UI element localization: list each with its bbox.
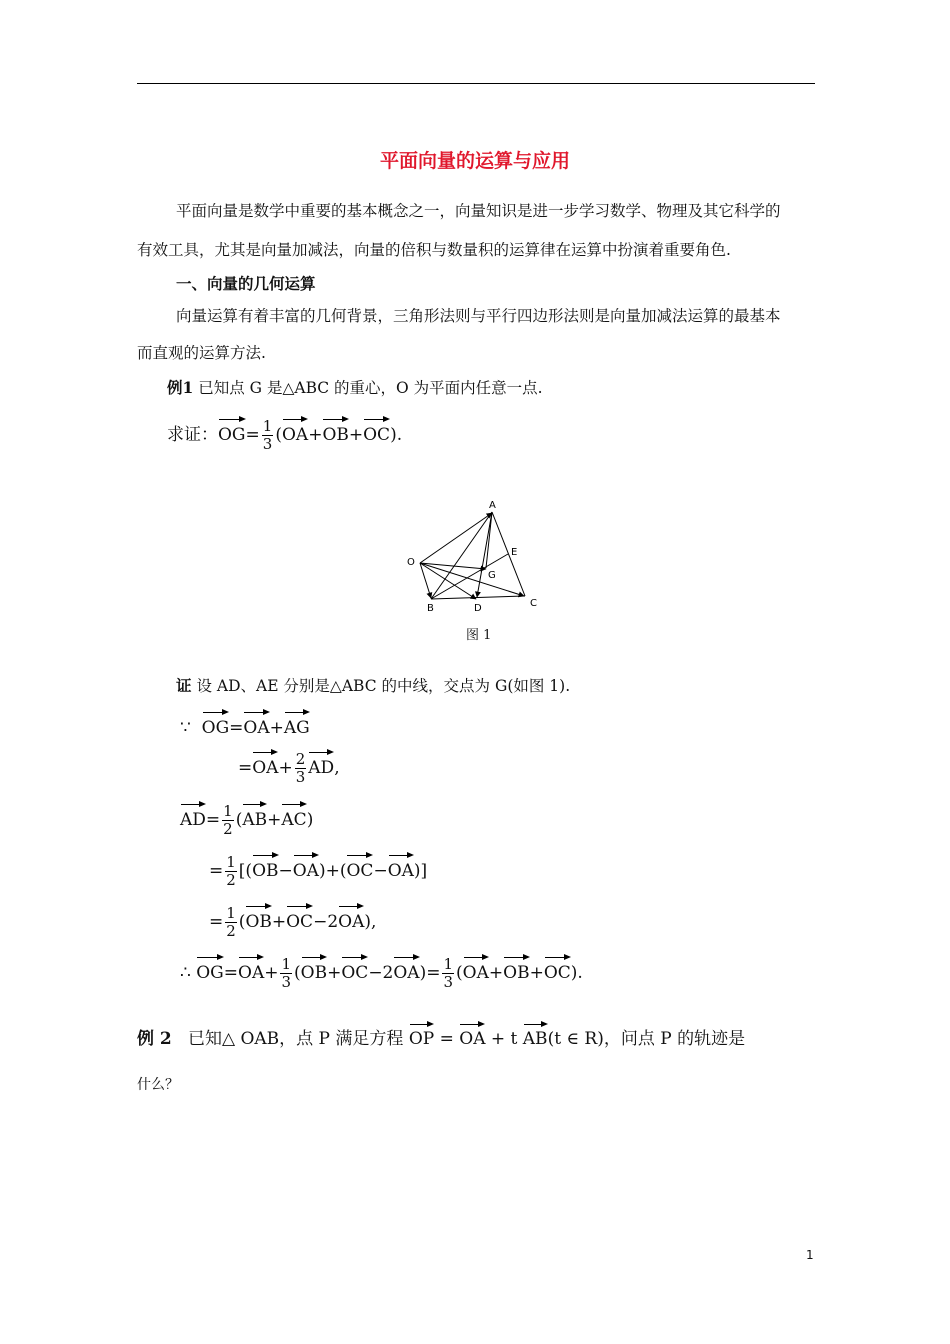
minus-sign: − [373, 861, 388, 881]
point-label-b: B [427, 603, 434, 614]
point-label-g: G [488, 570, 496, 581]
plus-sign: + [529, 963, 544, 983]
example1-label: 例1 [167, 378, 194, 397]
vector-ob: OB [245, 902, 271, 933]
intro-line-2: 有效工具，尤其是向量加减法，向量的倍积与数量积的运算律在运算中扮演着重要角色. [137, 241, 731, 259]
fraction-one-half [225, 854, 237, 889]
vector-oa: OA [338, 902, 364, 933]
paren: ( [456, 963, 463, 983]
vector-oa: OA [293, 851, 319, 882]
denominator: 3 [262, 435, 273, 453]
intro-line-1: 平面向量是数学中重要的基本概念之一，向量知识是进一步学习数学、物理及其它科学的 [176, 202, 781, 220]
denominator: 2 [226, 922, 236, 940]
paren: ) [419, 963, 427, 983]
section-line-2: 而直观的运算方法. [137, 344, 266, 362]
plus-sign: + [308, 425, 323, 445]
fraction-one-third [442, 956, 454, 991]
minus-two: −2 [368, 963, 394, 983]
plus-sign: + [264, 963, 279, 983]
point-label-a: A [489, 500, 496, 511]
fraction-one-half [225, 905, 237, 940]
equals-sign: = [238, 758, 253, 778]
figure-lines [420, 512, 525, 599]
proof-line-3 [180, 800, 313, 838]
bracket: )] [413, 861, 428, 881]
vector-ac: AC [281, 800, 306, 831]
plus-sign: + [271, 912, 287, 932]
paren: ). [570, 963, 583, 983]
vector-oa: OA [388, 851, 414, 882]
plus-t: + t [490, 1029, 518, 1049]
vector-oa: OA [459, 1020, 485, 1049]
example2-tail: 什么？ [137, 1077, 179, 1093]
vector-oc: OC [286, 902, 313, 933]
vector-og: OG [196, 953, 224, 984]
example1-text: 已知点 G 是△ABC 的重心，O 为平面内任意一点. [198, 379, 543, 397]
figure-caption: 图 1 [466, 628, 492, 643]
denominator: 2 [226, 871, 236, 889]
bracket: [( [238, 861, 253, 881]
vector-ob: OB [503, 953, 529, 984]
vector-oc: OC [341, 953, 368, 984]
numerator: 1 [226, 904, 236, 922]
prove-formula [167, 415, 402, 453]
numerator: 1 [443, 955, 454, 973]
fraction-one-half [222, 803, 234, 838]
paren: ( [238, 912, 246, 932]
equals-sign: = [245, 425, 260, 445]
paren: ( [275, 425, 282, 445]
numerator: 1 [262, 417, 273, 435]
proof-text: 设 AD、AE 分别是△ABC 的中线，交点为 G(如图 1). [196, 677, 571, 695]
equals-sign: = [426, 963, 441, 983]
vector-og: OG [218, 415, 246, 446]
numerator: 1 [226, 853, 236, 871]
denominator: 3 [443, 973, 454, 991]
therefore-symbol: ∴ [180, 963, 191, 983]
example2-question: (t ∈ R)，问点 P 的轨迹是 [547, 1029, 746, 1049]
vector-og: OG [202, 708, 230, 739]
vector-ob: OB [301, 953, 327, 984]
proof-line-2 [238, 748, 340, 786]
equals-sign: = [209, 861, 224, 881]
minus-sign: − [278, 861, 293, 881]
vector-oc: OC [346, 851, 373, 882]
paren: ( [294, 963, 301, 983]
point-label-o: O [407, 557, 415, 568]
equals-sign: = [205, 810, 221, 830]
numerator: 1 [281, 955, 292, 973]
vector-oa: OA [393, 953, 419, 984]
example2-label: 例 2 [137, 1029, 172, 1049]
example2-statement [137, 1020, 745, 1049]
plus-sign: + [267, 810, 282, 830]
equals-sign: = [439, 1029, 454, 1049]
page-title: 平面向量的运算与应用 [379, 150, 570, 172]
paren: ) [306, 810, 314, 830]
vector-ab: AB [523, 1020, 548, 1049]
proof-label: 证 [176, 676, 192, 695]
vector-ad: AD [308, 748, 334, 779]
paren: ( [235, 810, 243, 830]
example2-text: 已知△ OAB，点 P 满足方程 [187, 1029, 404, 1049]
plus-sign: + [488, 963, 504, 983]
proof-line-1 [180, 708, 310, 739]
vector-op: OP [409, 1020, 434, 1049]
numerator: 2 [295, 750, 306, 768]
equals-sign: = [223, 963, 239, 983]
point-label-d: D [474, 603, 482, 614]
section-heading: 一、向量的几何运算 [176, 275, 316, 293]
vector-oa: OA [282, 415, 308, 446]
vector-oa: OA [243, 708, 269, 739]
paren: ), [364, 912, 377, 932]
paren: ). [390, 425, 403, 445]
proof-line-5 [209, 902, 376, 940]
vector-ad: AD [180, 800, 206, 831]
example1-statement [167, 378, 543, 398]
vector-ob: OB [252, 851, 278, 882]
header-rule [137, 83, 815, 84]
section-line-1: 向量运算有着丰富的几何背景，三角形法则与平行四边形法则是向量加减法运算的最基本 [176, 307, 781, 325]
triangle-figure [400, 495, 550, 620]
proof-statement [176, 676, 570, 696]
prove-label: 求证： [167, 425, 218, 445]
point-label-c: C [530, 598, 537, 609]
because-symbol: ∵ [180, 718, 191, 738]
vector-oc: OC [363, 415, 390, 446]
page-number: 1 [806, 1248, 814, 1262]
proof-line-6 [180, 953, 583, 991]
numerator: 1 [223, 802, 233, 820]
plus-sign: + [327, 963, 342, 983]
vector-oa: OA [238, 953, 264, 984]
fraction-one-third [280, 956, 292, 991]
vector-ag: AG [284, 708, 310, 739]
equals-sign: = [209, 912, 224, 932]
fraction-one-third [262, 418, 274, 453]
vector-ob: OB [322, 415, 348, 446]
denominator: 2 [223, 820, 233, 838]
plus-sign: + [269, 718, 284, 738]
vector-oc: OC [544, 953, 571, 984]
fraction-two-thirds [295, 751, 307, 786]
equals-sign: = [229, 718, 244, 738]
plus-sign: + [278, 758, 293, 778]
bracket: )+( [318, 861, 347, 881]
point-label-e: E [511, 547, 518, 558]
vector-ab: AB [242, 800, 267, 831]
plus-sign: + [348, 425, 364, 445]
comma: , [334, 758, 340, 778]
minus-two: −2 [313, 912, 339, 932]
denominator: 3 [295, 768, 306, 786]
vector-oa: OA [252, 748, 278, 779]
proof-line-4 [209, 851, 427, 889]
vector-oa: OA [463, 953, 489, 984]
denominator: 3 [281, 973, 292, 991]
